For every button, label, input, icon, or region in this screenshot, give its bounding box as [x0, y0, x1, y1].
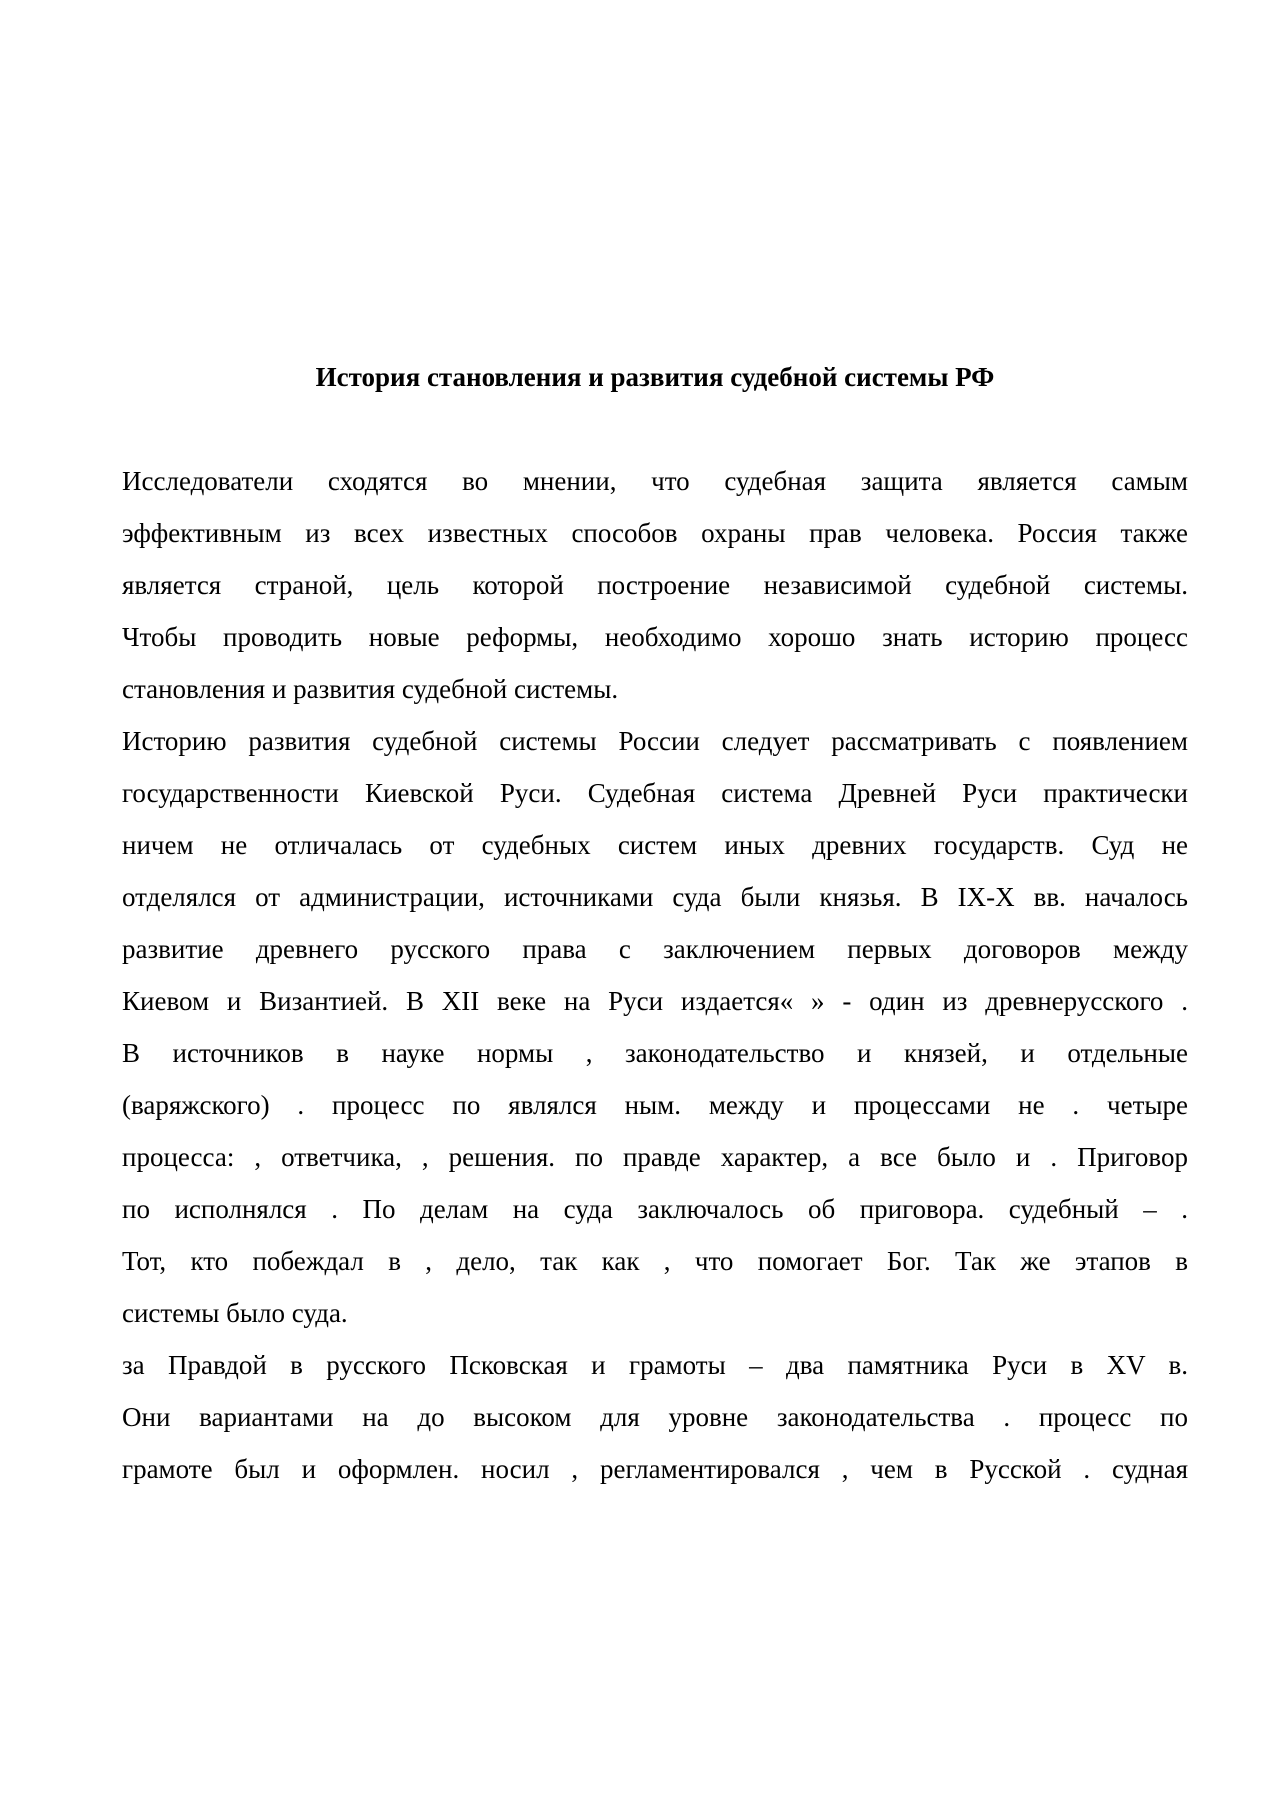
text-line: становления и развития судебной системы.	[122, 674, 619, 704]
text-line: государственности Киевской Руси. Судебная система Древней Руси практически	[122, 778, 1188, 808]
text-line: является страной, цель которой построение независимой судебной системы.	[122, 570, 1188, 600]
text-line: Тот, кто побеждал в , дело, так как , что помогает Бог. Так же этапов в	[122, 1246, 1188, 1276]
text-line: Исследователи сходятся во мнении, что судебная защита является самым	[122, 466, 1188, 496]
text-line: Киевом и Византией. В XII веке на Руси издается« » - один из древнерусского .	[122, 986, 1188, 1016]
text-line: В источников в науке нормы , законодательство и князей, и отдельные	[122, 1038, 1188, 1068]
text-line: грамоте был и оформлен. носил , регламентировался , чем в Русской . судная	[122, 1454, 1188, 1484]
text-line: за Правдой в русского Псковская и грамоты – два памятника Руси в XV в.	[122, 1350, 1188, 1380]
text-line: Они вариантами на до высоком для уровне законодательства . процесс по	[122, 1402, 1188, 1432]
text-line: ничем не отличалась от судебных систем иных древних государств. Суд не	[122, 830, 1188, 860]
text-line: Историю развития судебной системы России следует рассматривать с появлением	[122, 726, 1188, 756]
text-line: по исполнялся . По делам на суда заключалось об приговора. судебный – .	[122, 1194, 1188, 1224]
text-line: системы было суда.	[122, 1298, 348, 1328]
text-line: процесса: , ответчика, , решения. по правде характер, а все было и . Приговор	[122, 1142, 1188, 1172]
text-line: (варяжского) . процесс по являлся ным. между и процессами не . четыре	[122, 1090, 1188, 1120]
page-title: История становления и развития судебной системы РФ	[315, 362, 995, 392]
text-line: Чтобы проводить новые реформы, необходимо хорошо знать историю процесс	[122, 622, 1188, 652]
text-line: эффективным из всех известных способов охраны прав человека. Россия также	[122, 518, 1188, 548]
body-text	[122, 455, 1188, 1495]
text-line: развитие древнего русского права с заключением первых договоров между	[122, 934, 1188, 964]
text-line: отделялся от администрации, источниками суда были князья. В IX-X вв. началось	[122, 882, 1188, 912]
